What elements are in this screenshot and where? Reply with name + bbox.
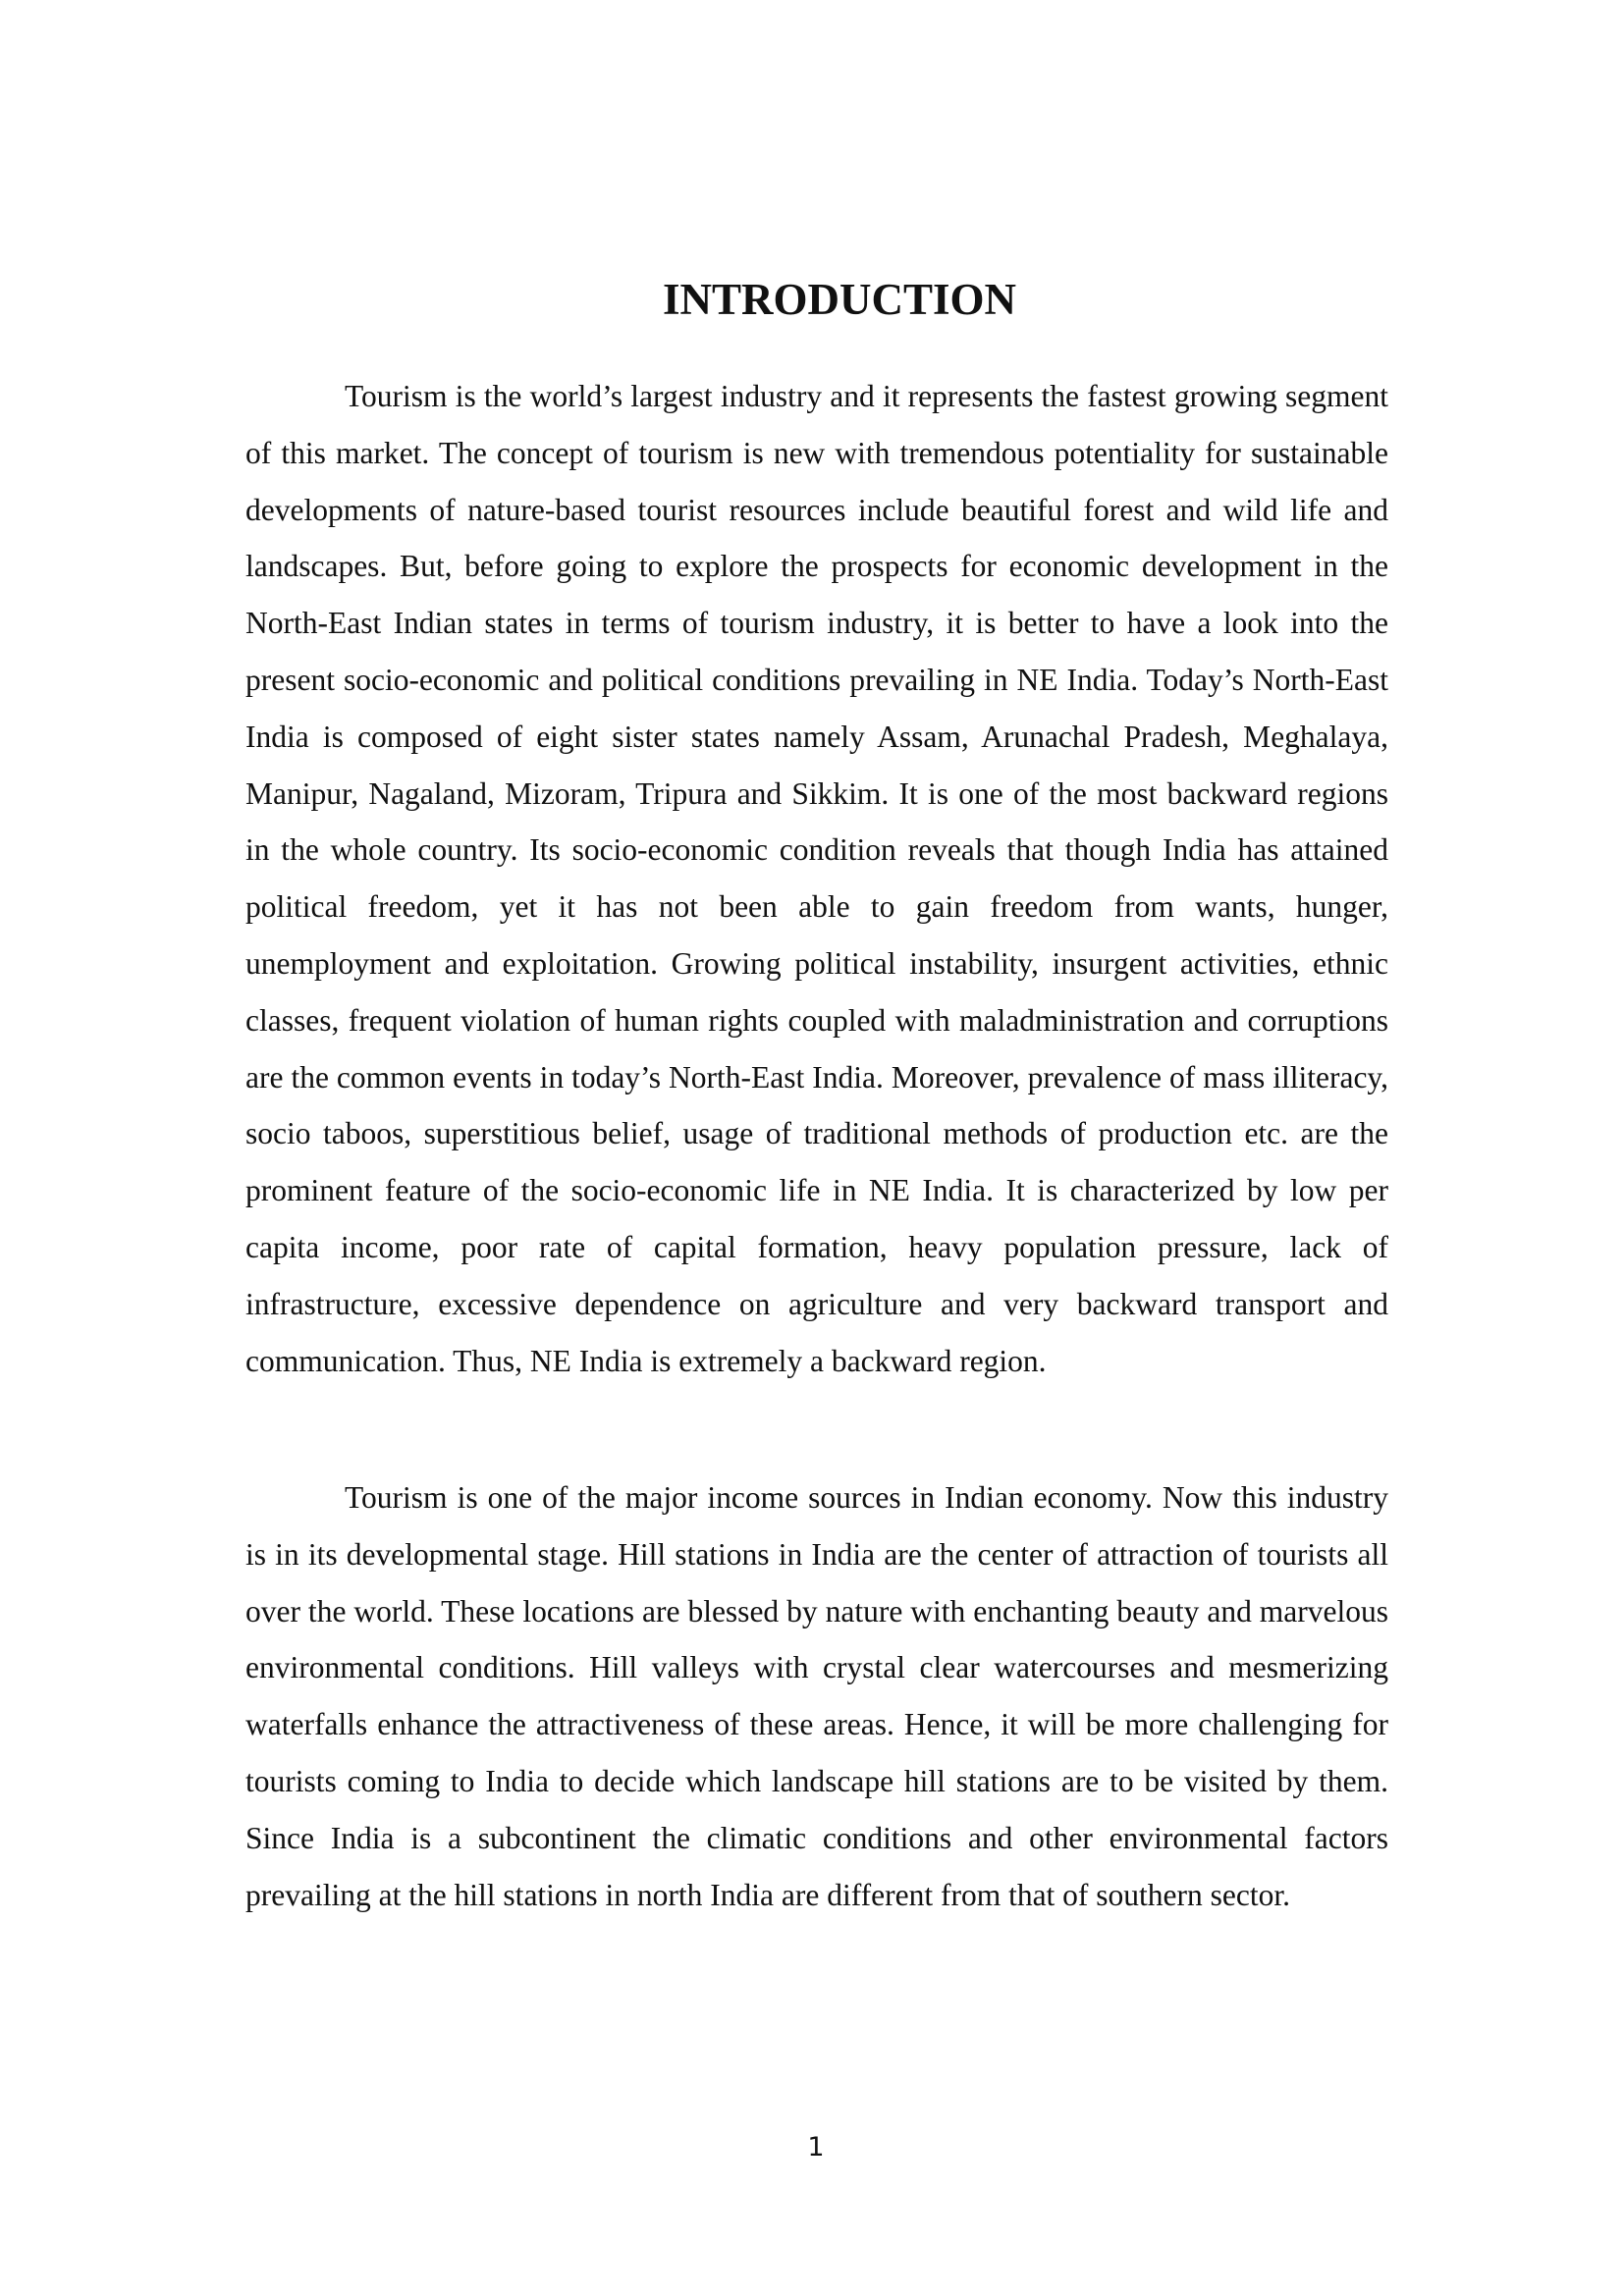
paragraph-2: Tourism is one of the major income sources in Indian economy. Now this industry is in its developmental stage. Hill stations in India are the center of attraction of tourists all over the world. These locations are blessed by nature with enchanting beauty and marvelous environmental conditions. Hill valleys with crystal clear watercourses and mesmerizing waterfalls enhance the attractiveness of these areas. Hence, it will be more challenging for tourists coming to India to decide which landscape hill stations are to be visited by them. Since India is a subcontinent the climatic conditions and other environmental factors prevailing at the hill stations in north India are different from that of southern sector.	[245, 1480, 1388, 1912]
page-number: 1	[807, 2132, 825, 2163]
page-title: INTRODUCTION	[662, 275, 1017, 324]
paragraph-1: Tourism is the world’s largest industry and it represents the fastest growing segment of this market. The concept of tourism is new with tremendous potentiality for sustainable developments of nature-based tourist resources include beautiful forest and wild life and landscapes. But, before going to explore the prospects for economic development in the North-East Indian states in terms of tourism industry, it is better to have a look into the present socio-economic and political conditions prevailing in NE India. Today’s North-East India is composed of eight sister states namely Assam, Arunachal Pradesh, Meghalaya, Manipur, Nagaland, Mizoram, Tripura and Sikkim. It is one of the most backward regions in the whole country. Its socio-economic condition reveals that though India has attained political freedom, yet it has not been able to gain freedom from wants, hunger, unemployment and exploitation. Growing political instability, insurgent activities, ethnic classes, frequent violation of human rights coupled with maladministration and corruptions are the common events in today’s North-East India. Moreover, prevalence of mass illiteracy, socio taboos, superstitious belief, usage of traditional methods of production etc. are the prominent feature of the socio-economic life in NE India. It is characterized by low per capita income, poor rate of capital formation, heavy population pressure, lack of infrastructure, excessive dependence on agriculture and very backward transport and communication. Thus, NE India is extremely a backward region.	[245, 379, 1388, 1378]
